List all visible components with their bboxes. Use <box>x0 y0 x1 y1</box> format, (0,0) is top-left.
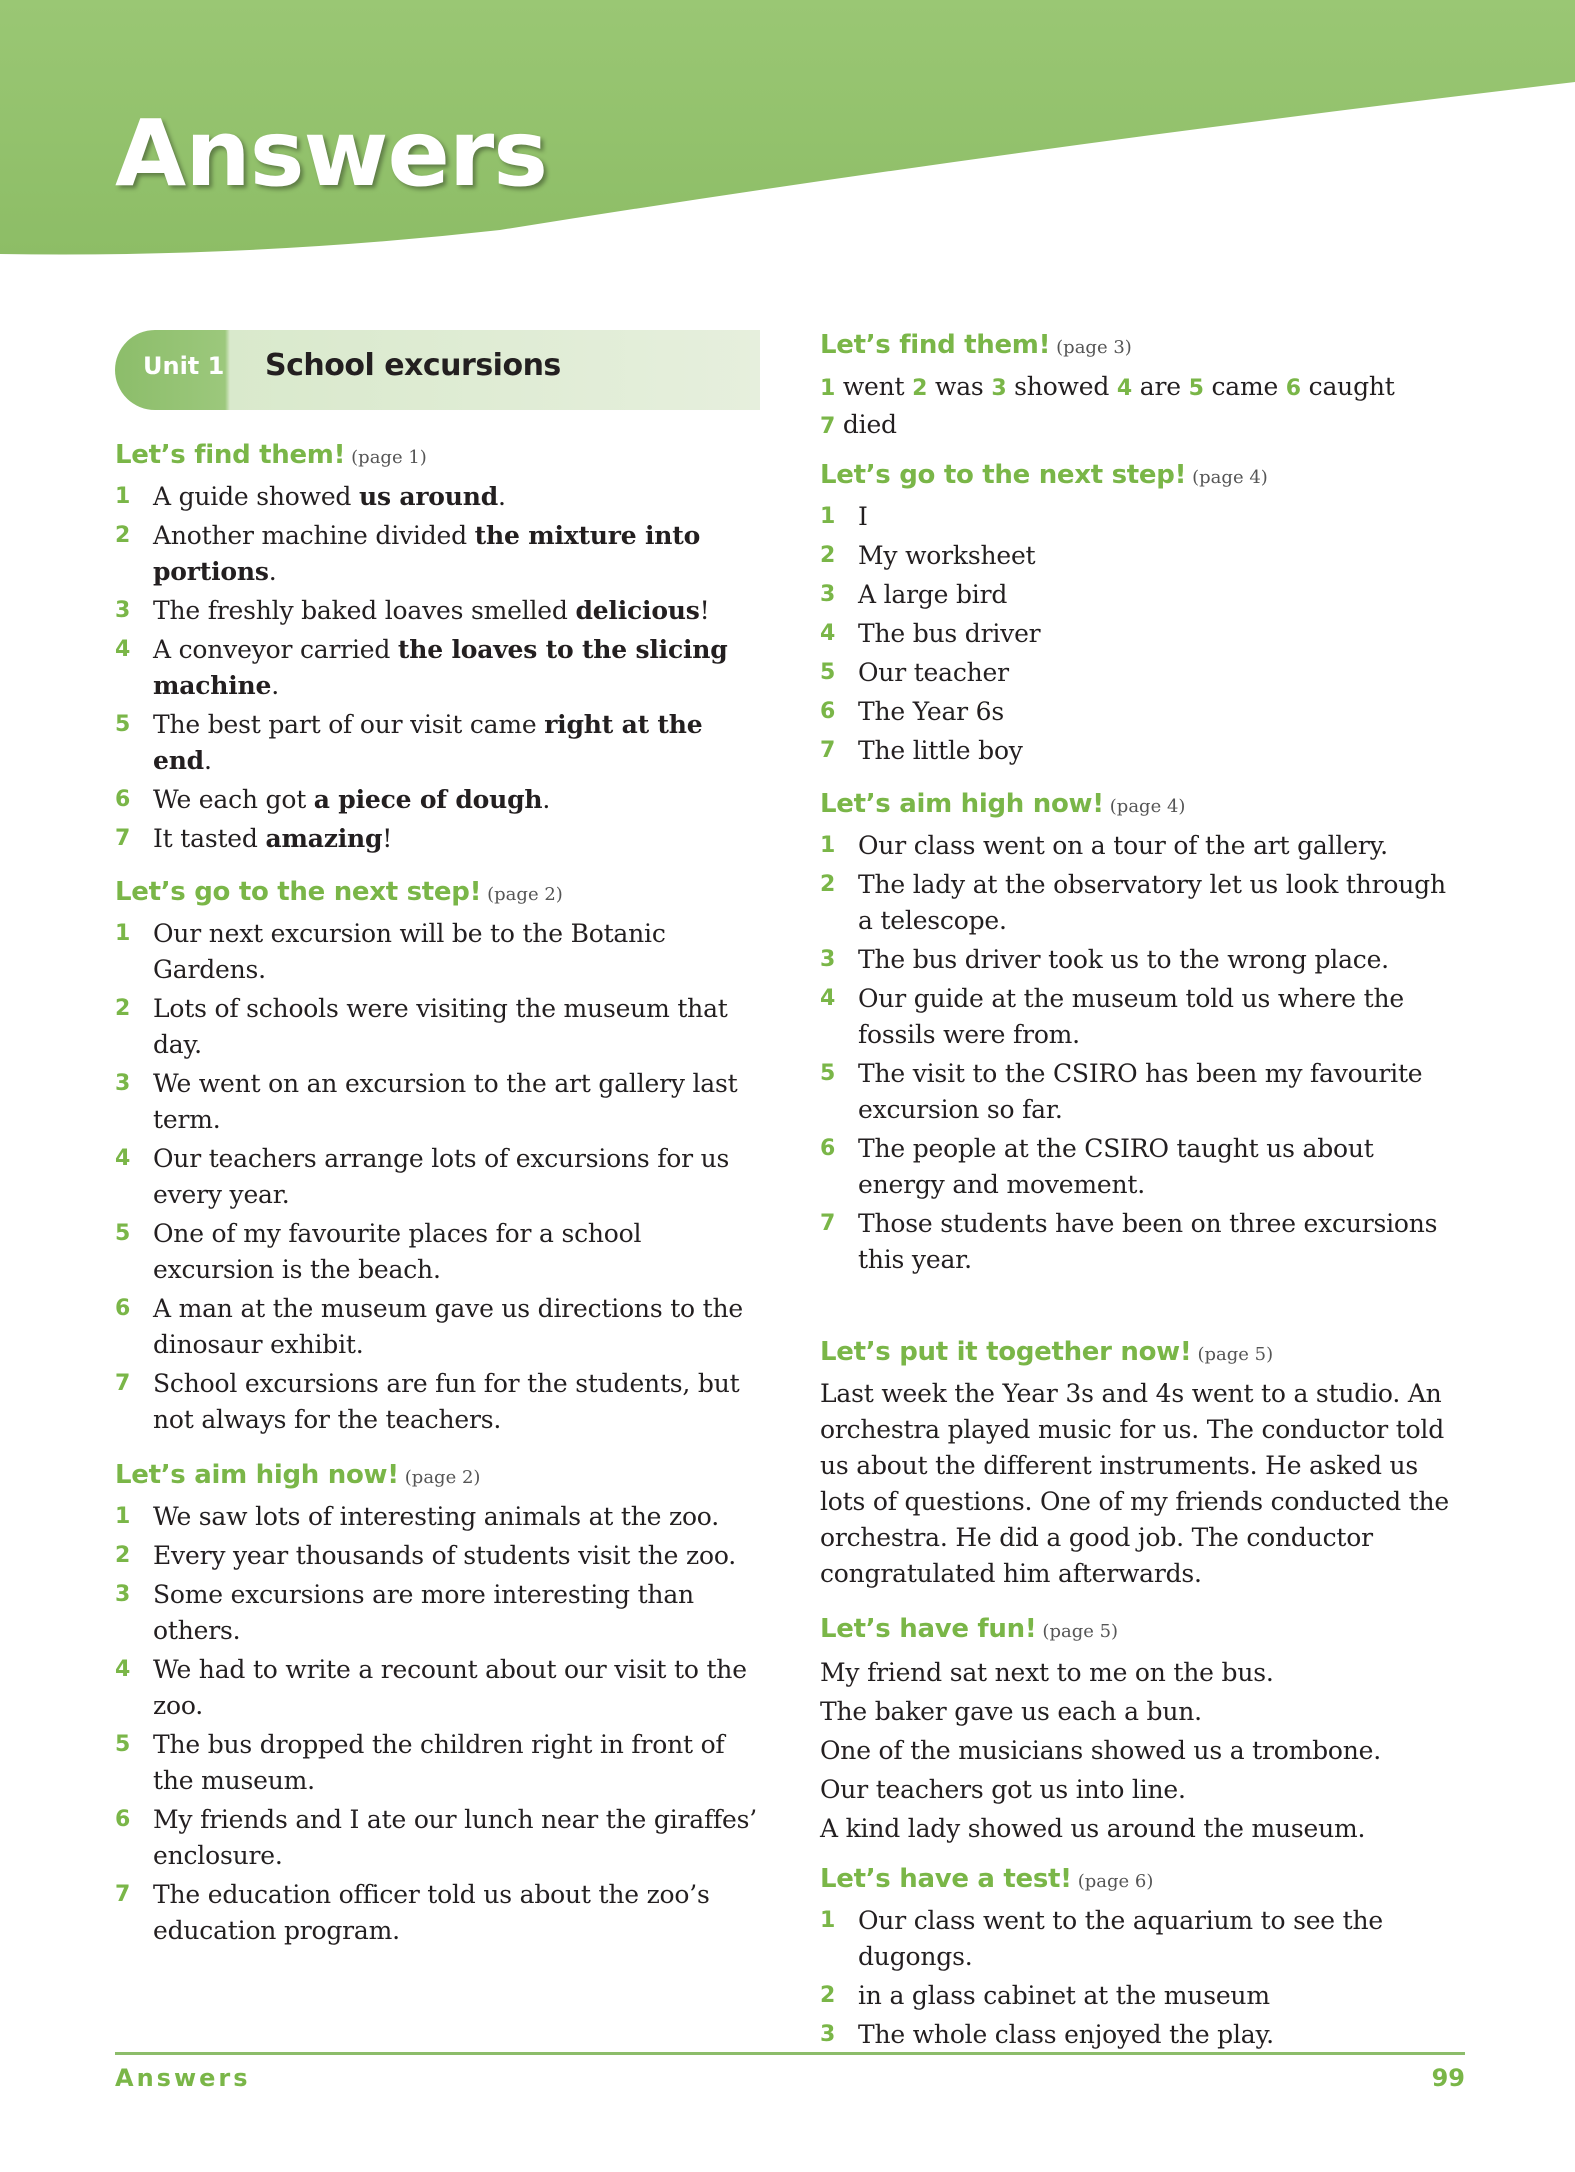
answer-text: The visit to the CSIRO has been my favourite excursion so far. <box>858 1059 1423 1124</box>
answer-text: I <box>858 502 868 531</box>
answer-emphasis: the mixture into portions <box>153 521 701 586</box>
item-number: 7 <box>115 826 131 851</box>
answer-item <box>115 1066 760 1138</box>
answer-text: It tasted <box>153 824 266 853</box>
section-find-them-p1 <box>115 438 760 860</box>
section-title: Let’s have fun! <box>820 1614 1037 1644</box>
item-number: 7 <box>820 738 836 763</box>
answer-text: The lady at the observatory let us look through a telescope. <box>858 870 1446 935</box>
answer-text: Every year thousands of students visit the zoo. <box>153 1541 736 1570</box>
answer-emphasis: the loaves to the slicing machine <box>153 635 728 700</box>
answer-text: Our class went on a tour of the art gallery. <box>858 831 1388 860</box>
item-number: 3 <box>115 1582 131 1607</box>
answer-lines <box>820 1653 1465 1848</box>
answer-text: . <box>271 671 279 700</box>
answer-emphasis: amazing <box>265 824 383 853</box>
answer-item <box>820 867 1465 939</box>
answer-emphasis: right at the end <box>153 710 703 775</box>
item-number: 6 <box>820 699 836 724</box>
item-number: 2 <box>912 376 928 401</box>
item-number: 6 <box>1285 376 1301 401</box>
answer-item <box>115 1141 760 1213</box>
answer-line: Our teachers got us into line. <box>820 1775 1186 1804</box>
item-number: 3 <box>820 2022 836 2047</box>
item-number: 2 <box>115 523 131 548</box>
answer-text: Our teachers arrange lots of excursions for us every year. <box>153 1144 730 1209</box>
section-title: Let’s put it together now! <box>820 1337 1192 1367</box>
unit-banner <box>115 330 760 410</box>
item-number: 1 <box>115 921 131 946</box>
answer-text: School excursions are fun for the students, but not always for the teachers. <box>153 1369 740 1434</box>
item-number: 6 <box>115 1807 131 1832</box>
answer-text: The bus driver took us to the wrong place. <box>858 945 1389 974</box>
answer-text: . <box>268 557 277 586</box>
item-number: 4 <box>820 621 836 646</box>
item-number: 3 <box>115 1071 131 1096</box>
section-title: Let’s aim high now! <box>820 789 1104 819</box>
item-number: 5 <box>1188 376 1204 401</box>
footer-divider <box>115 2052 1465 2055</box>
answer-item <box>115 1727 760 1799</box>
answer-text: Another machine divided <box>153 521 475 550</box>
answer-paragraph: Last week the Year 3s and 4s went to a studio. An orchestra played music for us. The conductor told us about the different instruments. He asked us lots of questions. One of my friends conducted the orchestra. He did a good job. The conductor congratulated him afterwards. <box>820 1379 1450 1588</box>
answer-item <box>820 981 1465 1053</box>
answer-text: Our teacher <box>858 658 1009 687</box>
item-number: 3 <box>820 947 836 972</box>
item-number: 2 <box>115 996 131 1021</box>
item-number: 2 <box>115 1543 131 1568</box>
answer-text: A conveyor carried <box>153 635 398 664</box>
section-title: Let’s have a test! <box>820 1864 1072 1894</box>
section-next-step-p4 <box>820 458 1465 772</box>
answer-emphasis: delicious <box>575 596 700 625</box>
item-number: 4 <box>115 637 131 662</box>
section-page-ref: (page 4) <box>1109 796 1186 817</box>
answer-item <box>820 828 1465 864</box>
answer-list <box>820 499 1465 769</box>
answer-text: The whole class enjoyed the play. <box>858 2020 1274 2049</box>
unit-label: Unit 1 <box>143 352 225 380</box>
section-next-step-p2 <box>115 875 760 1441</box>
answer-text: The people at the CSIRO taught us about energy and movement. <box>858 1134 1374 1199</box>
item-number: 5 <box>820 1061 836 1086</box>
section-title: Let’s find them! <box>820 330 1051 360</box>
section-page-ref: (page 2) <box>404 1467 481 1488</box>
answer-item <box>115 782 760 818</box>
answer-text: died <box>842 410 897 439</box>
item-number: 3 <box>115 598 131 623</box>
answer-item <box>115 632 760 704</box>
item-number: 1 <box>820 504 836 529</box>
item-number: 4 <box>115 1146 131 1171</box>
item-number: 4 <box>115 1657 131 1682</box>
answer-item <box>820 942 1465 978</box>
item-number: 7 <box>115 1882 131 1907</box>
section-page-ref: (page 4) <box>1192 467 1268 488</box>
item-number: 6 <box>115 787 131 812</box>
answer-text: My worksheet <box>858 541 1036 570</box>
answer-item <box>115 1499 760 1535</box>
answer-text: A man at the museum gave us directions to the dinosaur exhibit. <box>153 1294 743 1359</box>
footer-label: Answers <box>115 2064 251 2092</box>
section-page-ref: (page 2) <box>487 884 563 905</box>
answer-text: We had to write a recount about our visit to the zoo. <box>153 1655 747 1720</box>
answer-item <box>115 1577 760 1649</box>
item-number: 5 <box>115 712 131 737</box>
answer-text: A large bird <box>858 580 1008 609</box>
answer-item <box>115 1877 760 1949</box>
item-number: 2 <box>820 1983 836 2008</box>
answer-text: The little boy <box>858 736 1023 765</box>
answer-line: The baker gave us each a bun. <box>820 1697 1202 1726</box>
section-page-ref: (page 5) <box>1042 1621 1119 1642</box>
answer-text: went <box>842 372 905 401</box>
item-number: 7 <box>820 414 836 439</box>
answer-list <box>115 916 760 1438</box>
item-number: 3 <box>991 376 1007 401</box>
answer-text: Some excursions are more interesting than others. <box>153 1580 694 1645</box>
answer-text: My friends and I ate our lunch near the giraffes’ enclosure. <box>153 1805 758 1870</box>
item-number: 1 <box>820 1908 836 1933</box>
section-page-ref: (page 5) <box>1197 1344 1274 1365</box>
item-number: 1 <box>115 484 131 509</box>
item-number: 7 <box>820 1211 836 1236</box>
answer-item <box>115 1366 760 1438</box>
answer-item <box>115 1538 760 1574</box>
answer-list <box>115 1499 760 1949</box>
answer-text: Those students have been on three excursions this year. <box>858 1209 1438 1274</box>
section-title: Let’s go to the next step! <box>115 877 482 907</box>
answer-line: My friend sat next to me on the bus. <box>820 1658 1274 1687</box>
answer-text: . <box>542 785 551 814</box>
answer-text: The bus driver <box>858 619 1041 648</box>
answer-list <box>115 479 760 857</box>
answer-item <box>820 655 1465 691</box>
answer-text: in a glass cabinet at the museum <box>858 1981 1270 2010</box>
answer-text: We went on an excursion to the art gallery last term. <box>153 1069 738 1134</box>
answer-text: We saw lots of interesting animals at the zoo. <box>153 1502 719 1531</box>
item-number: 4 <box>1116 376 1133 401</box>
answer-item <box>820 577 1465 613</box>
item-number: 7 <box>115 1371 131 1396</box>
answer-text: . <box>498 482 506 511</box>
section-page-ref: (page 1) <box>351 447 427 468</box>
answer-item <box>820 2017 1465 2053</box>
section-title: Let’s go to the next step! <box>820 460 1187 490</box>
answer-text: came <box>1211 372 1279 401</box>
answer-text: Lots of schools were visiting the museum that day. <box>153 994 728 1059</box>
answer-item <box>820 1903 1465 1975</box>
item-number: 5 <box>820 660 836 685</box>
section-page-ref: (page 3) <box>1056 337 1132 358</box>
item-number: 5 <box>115 1221 131 1246</box>
answer-text: The bus dropped the children right in front of the museum. <box>153 1730 725 1795</box>
answer-item <box>115 821 760 857</box>
answer-item <box>115 1291 760 1363</box>
answer-text: caught <box>1308 372 1395 401</box>
answer-text: Our class went to the aquarium to see the dugongs. <box>858 1906 1383 1971</box>
item-number: 6 <box>820 1136 836 1161</box>
answer-text: The education officer told us about the zoo’s education program. <box>153 1880 710 1945</box>
item-number: 3 <box>820 582 836 607</box>
answer-text: The best part of our visit came <box>153 710 545 739</box>
answer-list <box>820 1903 1465 2053</box>
answer-item <box>820 694 1465 730</box>
answer-list <box>820 828 1465 1278</box>
answer-text: ! <box>699 596 710 625</box>
page-title: Answers <box>115 100 547 207</box>
answer-item <box>820 733 1465 769</box>
answer-item <box>115 1216 760 1288</box>
item-number: 2 <box>820 872 836 897</box>
section-have-fun-p5 <box>820 1612 1465 1848</box>
item-number: 1 <box>820 376 836 401</box>
answer-text: The Year 6s <box>858 697 1004 726</box>
answer-text: Our next excursion will be to the Botanic Gardens. <box>153 919 666 984</box>
answer-text: showed <box>1014 372 1110 401</box>
answer-item <box>115 479 760 515</box>
answer-item <box>820 616 1465 652</box>
answer-text: are <box>1139 372 1181 401</box>
section-title: Let’s aim high now! <box>115 1460 399 1490</box>
answer-text: One of my favourite places for a school excursion is the beach. <box>153 1219 642 1284</box>
answer-item <box>115 1652 760 1724</box>
answer-line: A kind lady showed us around the museum. <box>820 1814 1366 1843</box>
answer-text: A guide showed <box>153 482 359 511</box>
answer-text: We each got <box>153 785 314 814</box>
answer-item <box>115 707 760 779</box>
section-page-ref: (page 6) <box>1077 1871 1154 1892</box>
answer-item <box>820 1978 1465 2014</box>
answer-emphasis: a piece of dough <box>313 785 543 814</box>
answer-item <box>820 1056 1465 1128</box>
answer-item <box>820 499 1465 535</box>
item-number: 5 <box>115 1732 131 1757</box>
section-have-test-p6 <box>820 1862 1465 2056</box>
answer-item <box>115 518 760 590</box>
answer-text: . <box>203 746 212 775</box>
section-title: Let’s find them! <box>115 440 346 470</box>
answer-text: ! <box>382 824 393 853</box>
answer-item <box>115 991 760 1063</box>
page-number: 99 <box>1431 2064 1465 2092</box>
item-number: 1 <box>820 833 836 858</box>
section-put-together-p5 <box>820 1335 1465 1592</box>
answer-text: Our guide at the museum told us where the fossils were from. <box>858 984 1404 1049</box>
answer-item <box>820 538 1465 574</box>
section-aim-high-p2 <box>115 1458 760 1952</box>
section-aim-high-p4 <box>820 787 1465 1281</box>
unit-title: School excursions <box>265 348 561 383</box>
section-find-them-p3 <box>820 328 1465 445</box>
answer-item <box>115 1802 760 1874</box>
inline-answer-list <box>820 369 1465 445</box>
item-number: 6 <box>115 1296 131 1321</box>
answer-emphasis: us around <box>358 482 499 511</box>
item-number: 1 <box>115 1504 131 1529</box>
answer-item <box>820 1131 1465 1203</box>
answer-item <box>115 916 760 988</box>
answer-text: was <box>935 372 984 401</box>
item-number: 2 <box>820 543 836 568</box>
item-number: 4 <box>820 986 836 1011</box>
answer-line: One of the musicians showed us a trombone. <box>820 1736 1381 1765</box>
answer-item <box>820 1206 1465 1278</box>
answer-text: The freshly baked loaves smelled <box>153 596 576 625</box>
answer-item <box>115 593 760 629</box>
